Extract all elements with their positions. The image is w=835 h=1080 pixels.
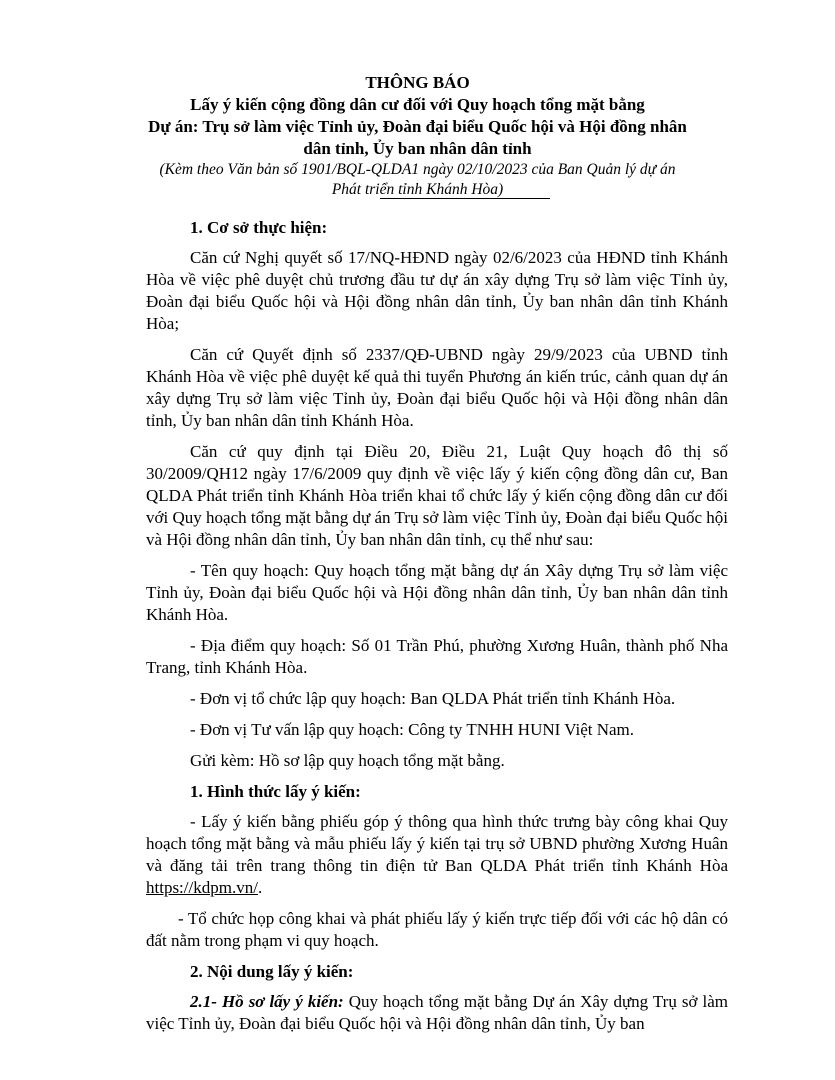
paragraph-law: Căn cứ quy định tại Điều 20, Điều 21, Luật Quy hoạch đô thị số 30/2009/QH12 ngày 17/6/2009 quy định về việc lấy ý kiến cộng đồng dân cư, Ban QLDA Phát triển tỉnh Khánh Hòa triển khai tổ chức lấy ý kiến cộng đồng dân cư đối với Quy hoạch tổng mặt bằng dự án Trụ sở làm việc Tỉnh ủy, Đoàn đại biểu Quốc hội và Hội đồng nhân dân tỉnh, Ủy ban nhân dân tỉnh, cụ thể như sau: <box>146 442 728 549</box>
item-organizer: - Đơn vị tổ chức lập quy hoạch: Ban QLDA Phát triển tỉnh Khánh Hòa. <box>190 689 676 708</box>
header-divider <box>380 198 550 199</box>
content-paragraph <box>146 991 728 1035</box>
website-link[interactable]: https://kdpm.vn/ <box>146 878 258 897</box>
document-subtitle: Lấy ý kiến cộng đồng dân cư đối với Quy hoạch tổng mặt bằng <box>190 95 645 114</box>
item-consultant: - Đơn vị Tư vấn lập quy hoạch: Công ty TNHH HUNI Việt Nam. <box>190 720 635 739</box>
reference-note-line-2: Phát triển tỉnh Khánh Hòa) <box>331 181 504 198</box>
reference-note-line-1: (Kèm theo Văn bản số 1901/BQL-QLDA1 ngày 02/10/2023 của Ban Quản lý dự án <box>159 161 676 178</box>
form-item-survey-end: . <box>257 878 263 897</box>
section-heading-form: 1. Hình thức lấy ý kiến: <box>190 782 361 801</box>
content-text: Quy hoạch tổng mặt bằng Dự án Xây dựng Trụ sở làm việc Tỉnh ủy, Đoàn đại biểu Quốc hội và Hội đồng nhân dân tỉnh, Ủy ban <box>146 992 728 1033</box>
project-title-line-1: Dự án: Trụ sở làm việc Tỉnh ủy, Đoàn đại biểu Quốc hội và Hội đồng nhân <box>148 117 687 136</box>
item-attachment: Gửi kèm: Hồ sơ lập quy hoạch tổng mặt bằng. <box>190 751 505 770</box>
content-label: 2.1- Hồ sơ lấy ý kiến: <box>190 992 344 1011</box>
section-heading-basis: 1. Cơ sở thực hiện: <box>190 218 328 237</box>
form-item-survey <box>146 811 728 899</box>
document-body <box>146 217 728 1044</box>
item-plan-location: - Địa điểm quy hoạch: Số 01 Trần Phú, phường Xương Huân, thành phố Nha Trang, tỉnh Khánh Hòa. <box>146 636 728 677</box>
item-plan-name: - Tên quy hoạch: Quy hoạch tổng mặt bằng dự án Xây dựng Trụ sở làm việc Tỉnh ủy, Đoàn đại biểu Quốc hội và Hội đồng nhân dân tỉnh, Ủy ban nhân dân tỉnh Khánh Hòa. <box>146 561 728 624</box>
paragraph-decision: Căn cứ Quyết định số 2337/QĐ-UBND ngày 29/9/2023 của UBND tỉnh Khánh Hòa về việc phê duyệt kế quả thi tuyển Phương án kiến trúc, cảnh quan dự án xây dựng Trụ sở làm việc Tỉnh ủy, Đoàn đại biểu Quốc hội và Hội đồng nhân dân tỉnh, Ủy ban nhân dân tỉnh Khánh Hòa. <box>146 345 728 430</box>
form-item-survey-text: - Lấy ý kiến bằng phiếu góp ý thông qua hình thức trưng bày công khai Quy hoạch tổng mặt bằng và mẫu phiếu lấy ý kiến tại trụ sở UBND phường Xương Huân và đăng tải trên trang thông tin điện tử Ban QLDA Phát triển tỉnh Khánh Hòa <box>146 812 728 875</box>
project-title-line-2: dân tỉnh, Ủy ban nhân dân tỉnh <box>303 139 532 158</box>
document-title: THÔNG BÁO <box>365 73 470 92</box>
paragraph-resolution: Căn cứ Nghị quyết số 17/NQ-HĐND ngày 02/6/2023 của HĐND tỉnh Khánh Hòa về việc phê duyệt chủ trương đầu tư dự án xây dựng Trụ sở làm việc Tỉnh ủy, Đoàn đại biểu Quốc hội và Hội đồng nhân dân tỉnh, Ủy ban nhân dân tỉnh Khánh Hòa; <box>146 248 728 333</box>
form-item-meeting: - Tổ chức họp công khai và phát phiếu lấy ý kiến trực tiếp đối với các hộ dân có đất nằm trong phạm vi quy hoạch. <box>146 909 728 950</box>
section-heading-content: 2. Nội dung lấy ý kiến: <box>190 962 354 981</box>
document-header <box>100 72 735 200</box>
